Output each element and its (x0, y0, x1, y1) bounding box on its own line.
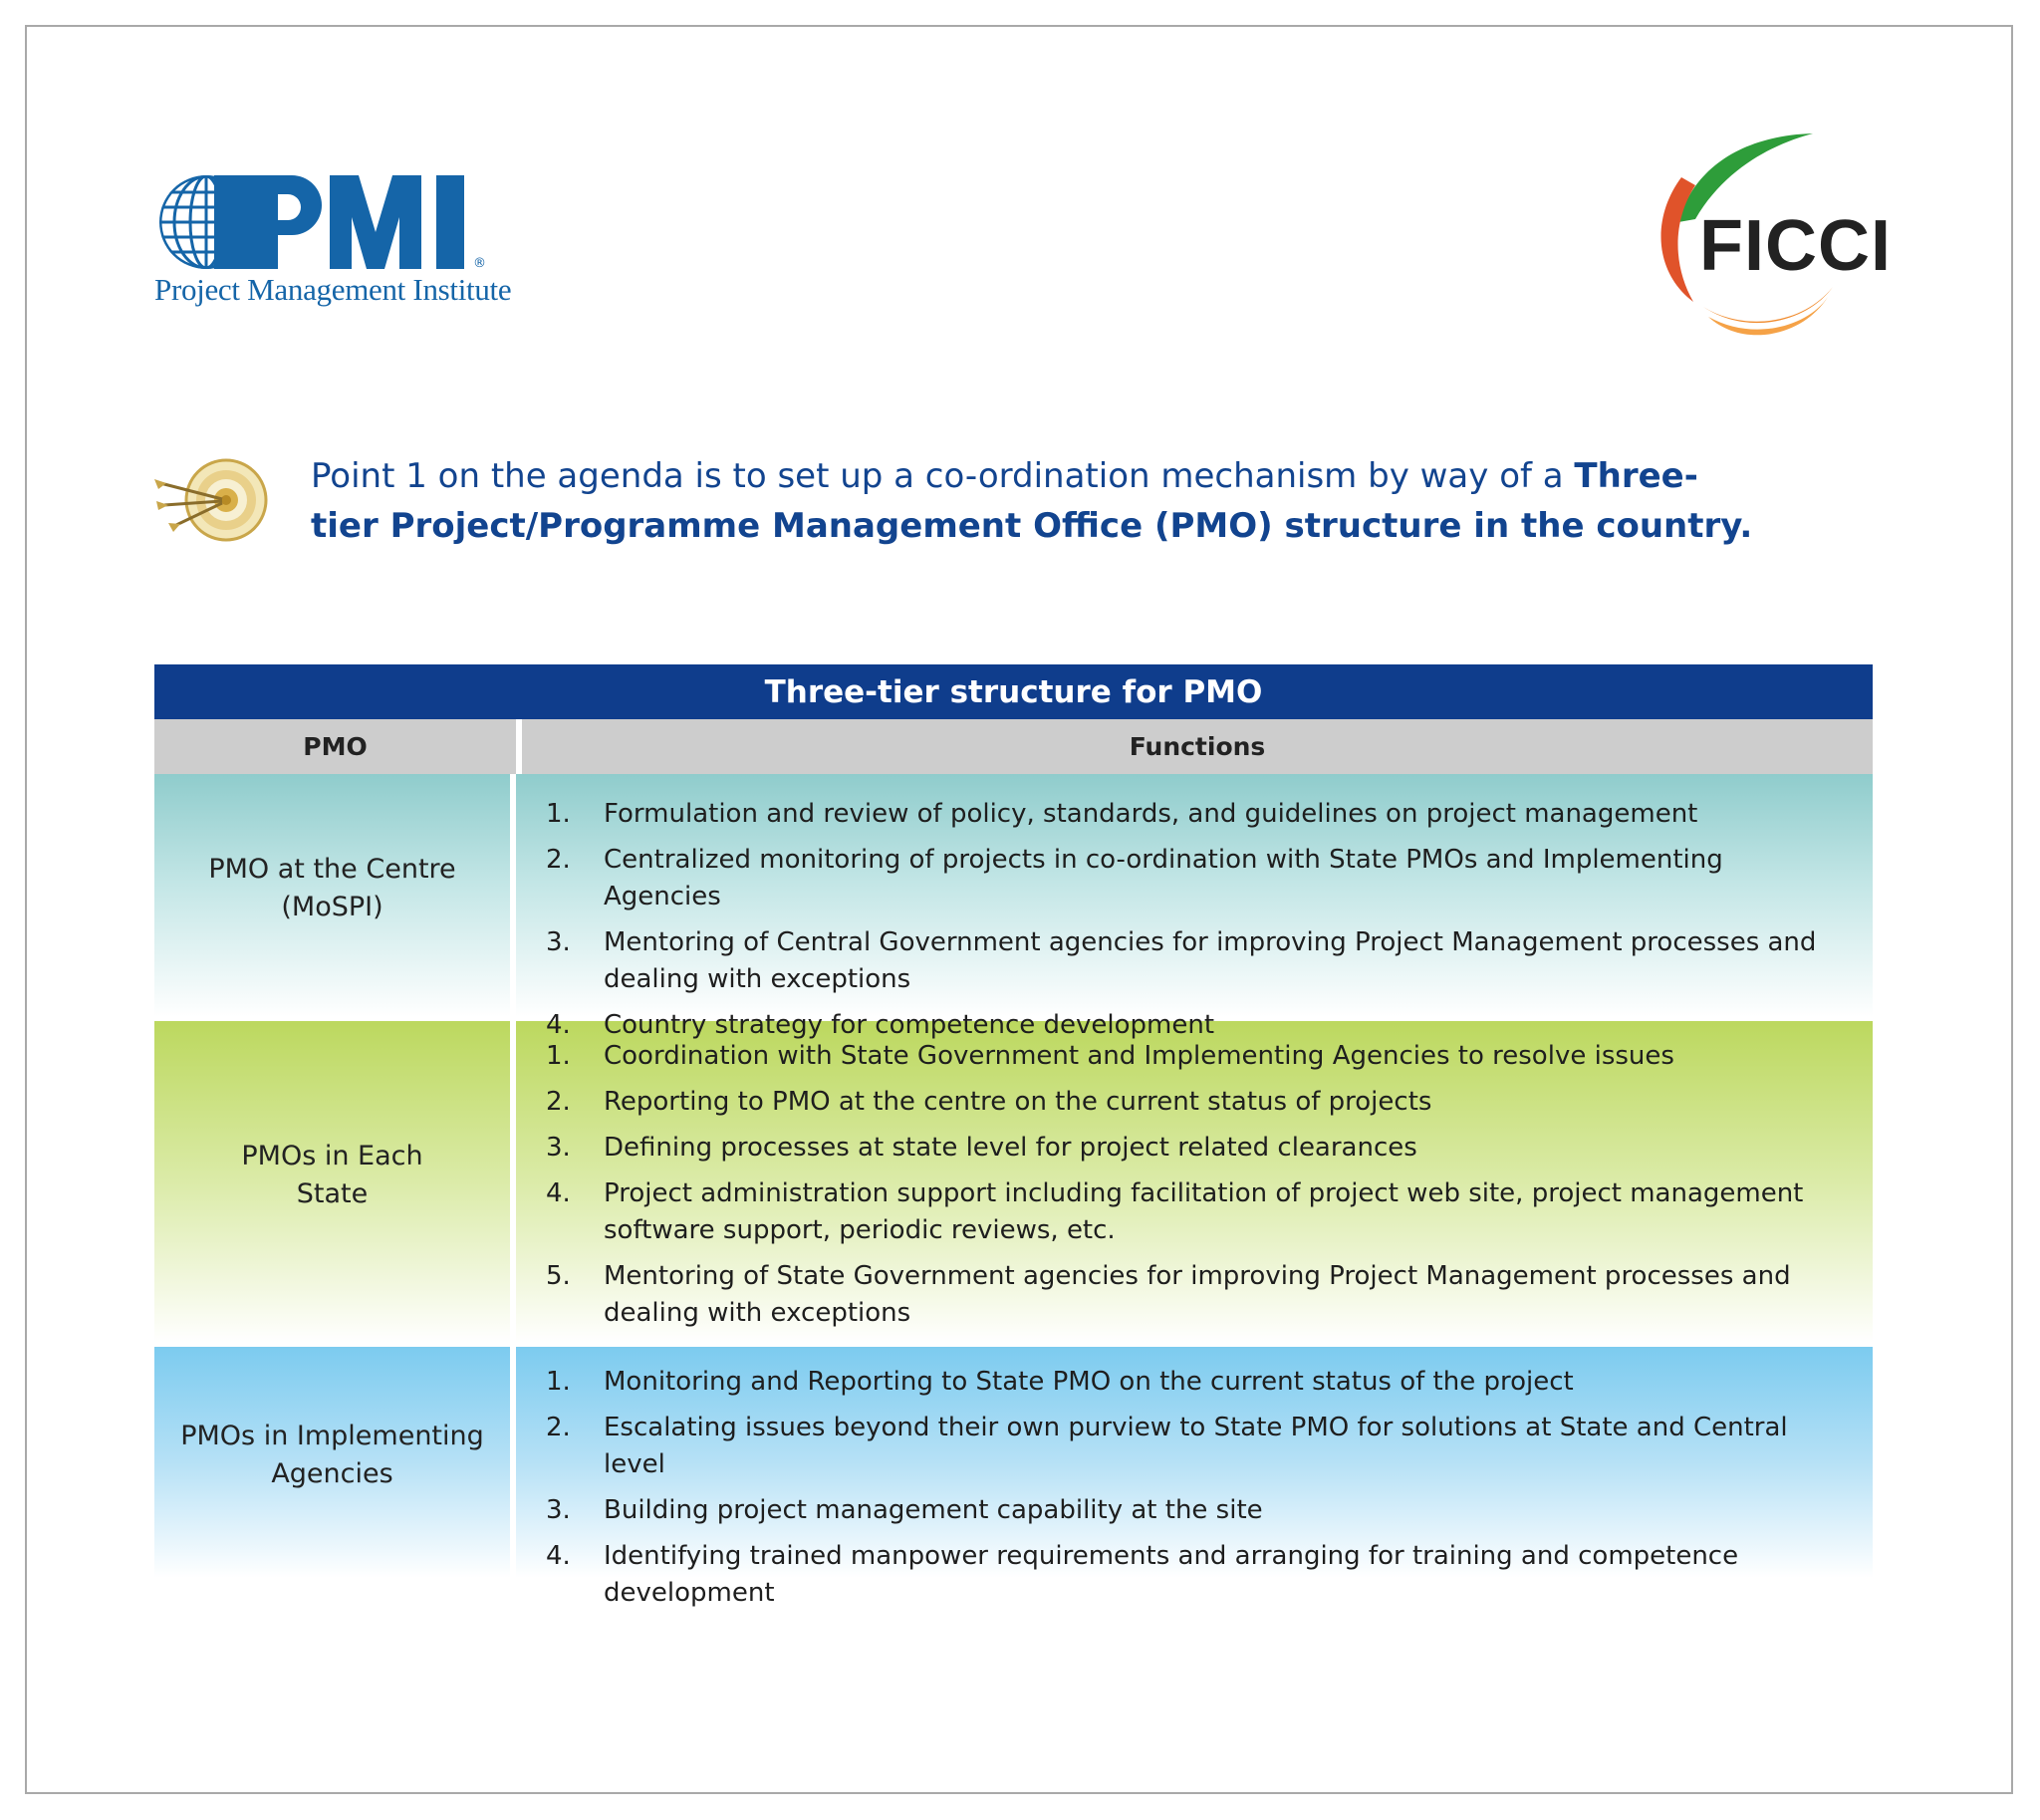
tier-name (154, 774, 516, 1017)
target-with-arrows-icon (154, 453, 279, 548)
tier-name-line: Agencies (271, 1458, 393, 1489)
tier-functions (516, 774, 1873, 1040)
pmi-logo (154, 172, 523, 312)
pmo-structure-table (154, 664, 1873, 1608)
tier-name (154, 1347, 516, 1578)
table-row (154, 1347, 1873, 1608)
table-row (154, 1021, 1873, 1343)
ficci-logo (1634, 128, 1893, 357)
table-row (154, 774, 1873, 1040)
tier-name-line: PMOs in Implementing (180, 1421, 484, 1451)
tier-name (154, 1021, 516, 1343)
agenda-text-bold: Three-tier Project/Programme Management Office (PMO) structure in the country. (311, 456, 1753, 546)
function-item: 4. Country strategy for competence development (546, 1010, 1215, 1040)
function-item: 2. Escalating issues beyond their own purview to State PMO for solutions at State and Central level (546, 1413, 1788, 1479)
function-item: 4. Project administration support including facilitation of project web site, project management software support, periodic reviews, etc. (546, 1178, 1804, 1245)
function-item: 4. Identifying trained manpower requirements and arranging for training and competence development (546, 1541, 1739, 1608)
function-item: 5. Mentoring of State Government agencies for improving Project Management processes and dealing with exceptions (546, 1261, 1791, 1328)
pmi-tagline: Project Management Institute (154, 272, 512, 307)
header-pmo: PMO (154, 719, 522, 774)
header-functions: Functions (522, 719, 1873, 774)
function-item: 1. Monitoring and Reporting to State PMO on the current status of the project (546, 1367, 1574, 1397)
tier-functions (516, 1347, 1873, 1608)
function-item: 3. Building project management capability at the site (546, 1495, 1263, 1525)
agenda-statement (311, 451, 1755, 551)
function-item: 3. Defining processes at state level for project related clearances (546, 1133, 1417, 1163)
tier-name-line: State (296, 1177, 369, 1209)
function-item: 1. Formulation and review of policy, standards, and guidelines on project management (546, 799, 1698, 829)
function-item: 3. Mentoring of Central Government agencies for improving Project Management processes and dealing with exceptions (546, 927, 1817, 994)
tier-functions (516, 1021, 1873, 1343)
ficci-wordmark: FICCI (1699, 206, 1892, 286)
tier-name-line: (MoSPI) (281, 892, 383, 922)
function-item: 1. Coordination with State Government and Implementing Agencies to resolve issues (546, 1041, 1674, 1071)
function-item: 2. Centralized monitoring of projects in co-ordination with State PMOs and Implementing Agencies (546, 845, 1723, 911)
function-item: 2. Reporting to PMO at the centre on the current status of projects (546, 1087, 1432, 1117)
table-title: Three-tier structure for PMO (154, 664, 1873, 719)
tier-name-line: PMOs in Each (241, 1140, 423, 1171)
tier-name-line: PMO at the Centre (208, 854, 456, 885)
svg-text:®: ® (473, 256, 486, 271)
table-header-row (154, 719, 1873, 774)
agenda-text: Point 1 on the agenda is to set up a co-ordination mechanism by way of a (311, 456, 1575, 496)
pmi-globe-mark (154, 172, 523, 272)
